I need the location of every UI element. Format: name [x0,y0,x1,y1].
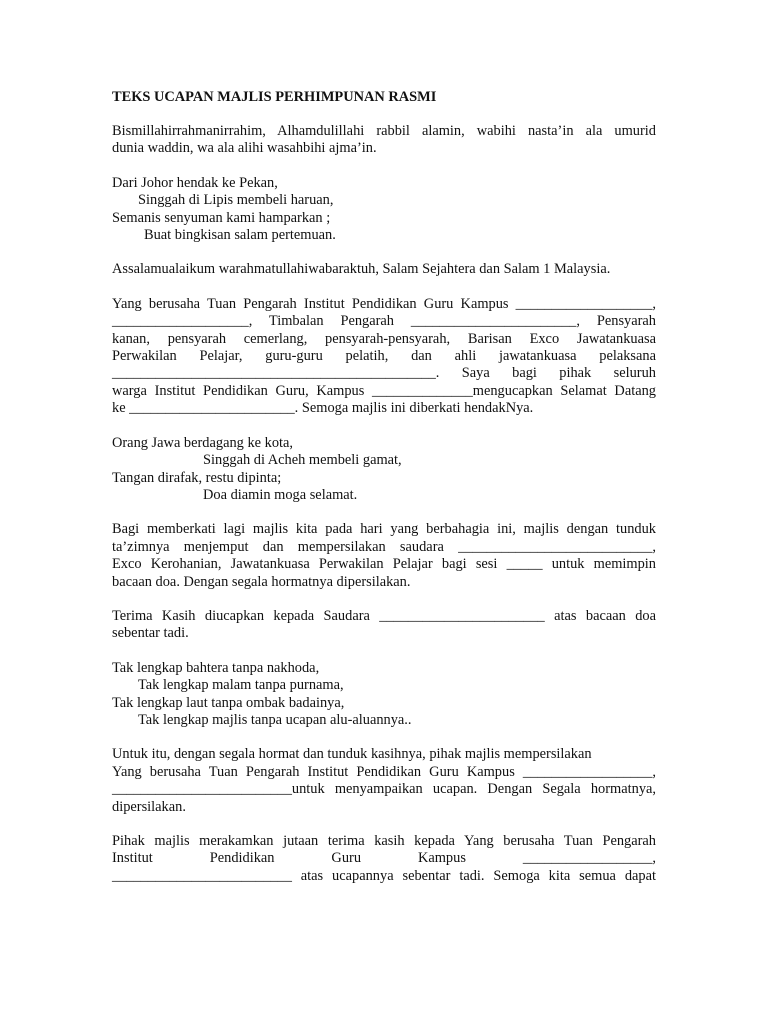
speech-thanks-line: Pihak majlis merakamkan jutaan terima kasih kepada Yang berusaha Tuan Pengarah [112,833,656,849]
welcome-line: _____________________________________________. Saya bagi pihak seluruh [112,365,656,382]
doa-thanks-paragraph [112,608,656,643]
pantun-line: Tak lengkap malam tanpa purnama, [138,677,344,694]
speech-invite-line: dipersilakan. [112,798,186,815]
speech-invite-paragraph [112,746,656,816]
salam-line: Assalamualaikum warahmatullahiwabaraktuh, Salam Sejahtera dan Salam 1 Malaysia. [112,261,611,278]
pantun-johor [112,175,656,245]
pantun-jawa [112,435,656,505]
pantun-line: Tak lengkap majlis tanpa ucapan alu-aluannya.. [138,711,412,728]
pantun-line: Tak lengkap laut tanpa ombak badainya, [112,694,345,711]
doa-thanks-line: Terima Kasih diucapkan kepada Saudara _______________________ atas bacaan doa [112,607,656,624]
welcome-line: Yang berusaha Tuan Pengarah Institut Pendidikan Guru Kampus ___________________, [112,295,656,312]
intro-line: Bismillahirrahmanirrahim, Alhamdulillahi rabbil alamin, wabihi nasta’in ala umurid [112,123,656,139]
salam-paragraph [112,261,656,278]
pantun-line: Tangan dirafak, restu dipinta; [112,469,282,486]
speech-invite-line: Untuk itu, dengan segala hormat dan tunduk kasihnya, pihak majlis mempersilakan [112,746,592,763]
speech-invite-line: Yang berusaha Tuan Pengarah Institut Pendidikan Guru Kampus __________________, [112,763,656,780]
speech-thanks-paragraph [112,833,656,885]
pantun-line: Singgah di Acheh membeli gamat, [203,452,402,469]
doa-invite-line: Bagi memberkati lagi majlis kita pada hari yang berbahagia ini, majlis dengan tunduk [112,521,656,538]
pantun-line: Doa diamin moga selamat. [203,486,358,503]
doa-invite-line: Exco Kerohanian, Jawatankuasa Perwakilan Pelajar bagi sesi _____ untuk memimpin [112,556,656,573]
welcome-paragraph [112,296,656,418]
welcome-line: ___________________, Timbalan Pengarah _______________________, Pensyarah [112,313,656,330]
pantun-line: Dari Johor hendak ke Pekan, [112,174,278,191]
doa-invite-line: ta’zimnya menjemput dan mempersilakan saudara ___________________________, [112,538,656,555]
pantun-line: Semanis senyuman kami hamparkan ; [112,209,331,226]
pantun-line: Tak lengkap bahtera tanpa nakhoda, [112,659,320,676]
welcome-line: ke _______________________. Semoga majlis ini diberkati hendakNya. [112,400,534,417]
doa-invite-line: bacaan doa. Dengan segala hormatnya dipersilakan. [112,573,411,590]
pantun-line: Orang Jawa berdagang ke kota, [112,434,294,451]
pantun-line: Singgah di Lipis membeli haruan, [138,192,334,209]
document-title: TEKS UCAPAN MAJLIS PERHIMPUNAN RASMI [112,89,437,105]
speech-thanks-line: Institut Pendidikan Guru Kampus __________________, [112,850,656,867]
welcome-line: kanan, pensyarah cemerlang, pensyarah-pensyarah, Barisan Exco Jawatankuasa [112,330,656,347]
welcome-line: Perwakilan Pelajar, guru-guru pelatih, dan ahli jawatankuasa pelaksana [112,348,656,365]
intro-paragraph [112,123,656,158]
intro-line: dunia waddin, wa ala alihi wasahbihi ajma’in. [112,140,377,157]
pantun-line: Buat bingkisan salam pertemuan. [144,227,336,244]
pantun-lengkap [112,660,656,730]
welcome-line: warga Institut Pendidikan Guru, Kampus ______________mengucapkan Selamat Datang [112,382,656,399]
doa-invite-paragraph [112,521,656,591]
speech-thanks-line: _________________________ atas ucapannya sebentar tadi. Semoga kita semua dapat [112,867,656,884]
doa-thanks-line: sebentar tadi. [112,625,189,642]
speech-invite-line: _________________________untuk menyampaikan ucapan. Dengan Segala hormatnya, [112,781,656,798]
